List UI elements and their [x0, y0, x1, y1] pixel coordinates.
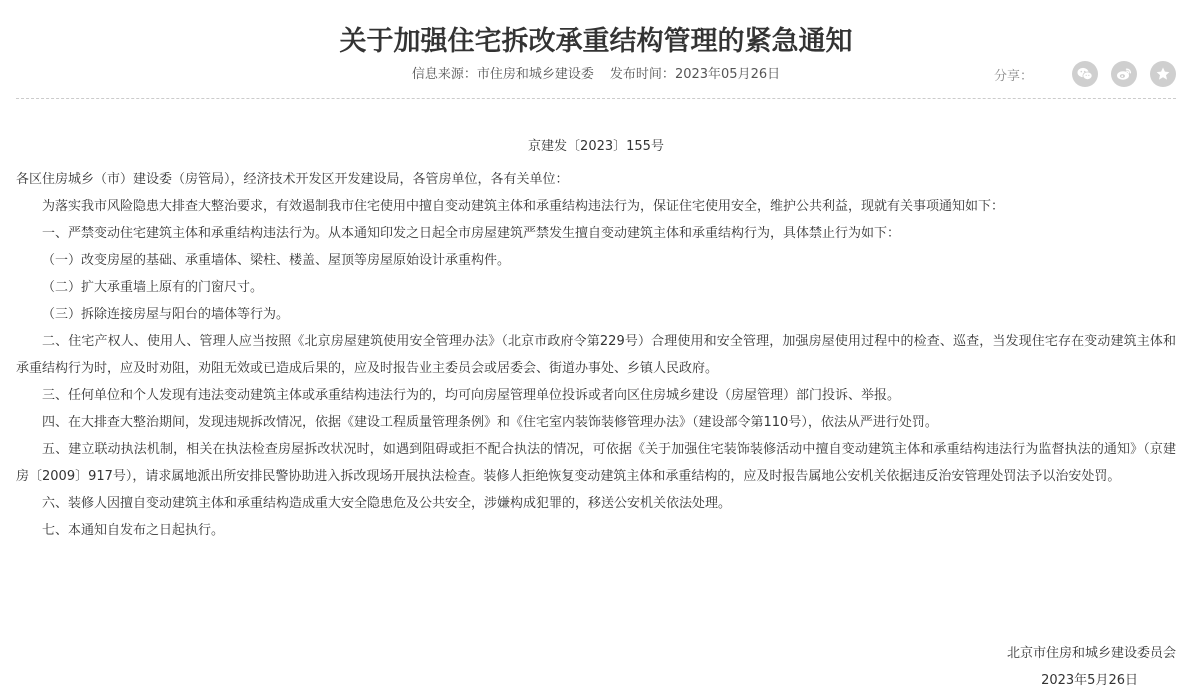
paragraph: 七、本通知自发布之日起执行。	[42, 523, 225, 538]
paragraph: （一）改变房屋的基础、承重墙体、梁柱、楼盖、屋顶等房屋原始设计承重构件。	[42, 253, 511, 268]
notice-page	[16, 0, 1176, 696]
share-bar	[994, 60, 1176, 88]
weibo-icon[interactable]	[1111, 61, 1137, 87]
paragraph: 六、装修人因擅自变动建筑主体和承重结构造成重大安全隐患危及公共安全，涉嫌构成犯罪的，移送公安机关依法处理。	[42, 496, 732, 511]
signature-date: 2023年5月26日	[1041, 673, 1138, 688]
paragraph: 四、在大排查大整治期间，发现违规拆改情况，依据《建设工程质量管理条例》和《住宅室内装饰装修管理办法》（建设部令第110号），依法从严进行处罚。	[42, 415, 938, 430]
paragraph: 二、住宅产权人、使用人、管理人应当按照《北京房屋建筑使用安全管理办法》（北京市政府令第229号）合理使用和安全管理，加强房屋使用过程中的检查、巡查，当发现住宅存在变动建筑主体和承重结构行为时，应及时劝阻，劝阻无效或已造成后果的，应及时报告业主委员会或居委会、街道办事处、乡镇人民政府。	[16, 334, 1176, 376]
share-label: 分享：	[993, 68, 1033, 84]
signature-block	[876, 640, 1176, 694]
paragraph: 为落实我市风险隐患大排查大整治要求，有效遏制我市住宅使用中擅自变动建筑主体和承重结构违法行为，保证住宅使用安全，维护公共利益，现就有关事项通知如下：	[42, 199, 1005, 214]
paragraph: 三、任何单位和个人发现有违法变动建筑主体或承重结构违法行为的，均可向房屋管理单位投诉或者向区住房城乡建设（房屋管理）部门投诉、举报。	[42, 388, 901, 403]
date-value: 2023年05月26日	[674, 67, 781, 82]
source-label: 信息来源：	[411, 67, 477, 82]
paragraph: （三）拆除连接房屋与阳台的墙体等行为。	[42, 307, 290, 322]
date-label: 发布时间：	[609, 67, 675, 82]
paragraph: 五、建立联动执法机制，相关在执法检查房屋拆改状况时，如遇到阻碍或拒不配合执法的情况，可依据《关于加强住宅装饰装修活动中擅自变动建筑主体和承重结构违法行为监督执法的通知》（京建房〔2009〕917号），请求属地派出所安排民警协助进入拆改现场开展执法检查。装修人拒绝恢复变动建筑主体和承重结构的，应及时报告属地公安机关依据违反治安管理处罚法予以治安处罚。	[16, 442, 1176, 484]
document-number: 京建发〔2023〕155号	[528, 139, 664, 154]
notice-body	[16, 166, 1176, 544]
wechat-icon[interactable]	[1072, 61, 1098, 87]
signature-issuer: 北京市住房和城乡建设委员会	[1006, 646, 1176, 661]
salutation: 各区住房城乡（市）建设委（房管局），经济技术开发区开发建设局，各管房单位，各有关单位：	[16, 172, 569, 187]
page-title: 关于加强住宅拆改承重结构管理的紧急通知	[339, 26, 853, 57]
paragraph: （二）扩大承重墙上原有的门窗尺寸。	[42, 280, 264, 295]
favorite-star-icon[interactable]	[1150, 61, 1176, 87]
source-value: 市住房和城乡建设委	[476, 67, 594, 82]
header-divider	[16, 98, 1176, 99]
paragraph: 一、严禁变动住宅建筑主体和承重结构违法行为。从本通知印发之日起全市房屋建筑严禁发生擅自变动建筑主体和承重结构行为，具体禁止行为如下：	[42, 226, 901, 241]
